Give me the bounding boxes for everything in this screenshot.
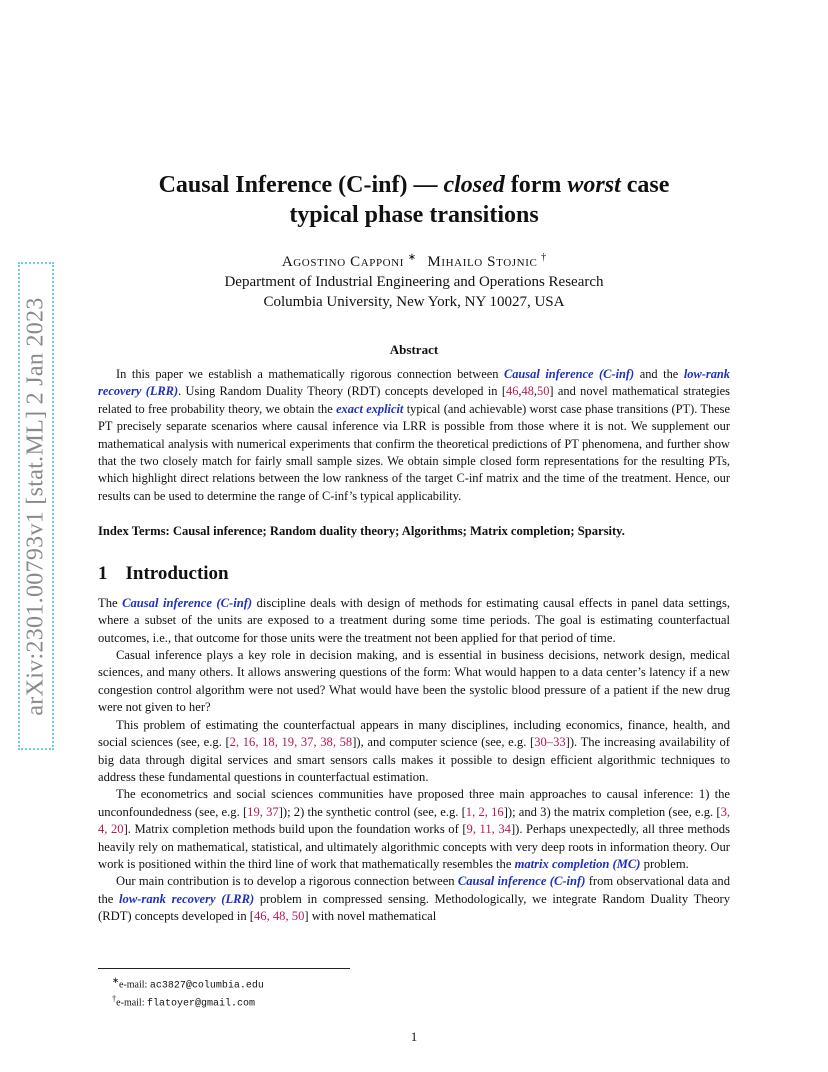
affiliation: Department of Industrial Engineering and Operations Research <box>224 274 604 290</box>
link-exact-explicit[interactable]: exact explicit <box>336 401 404 416</box>
author-2: Mihailo Stojnic <box>427 254 538 270</box>
citation-link[interactable]: 30–33 <box>534 735 566 750</box>
intro-paragraph-1: The Causal inference (C-inf) discipline deals with design of methods for estimating causal effects in panel data settings, where a subset of the units are exposed to a treatment during some time periods. The goal is estimating counterfactual outcomes, i.e., that outcome for those units were the treatment not been applied for that period of time. <box>98 595 730 645</box>
paper-title-line2: typical phase transitions <box>289 202 539 228</box>
link-matrix-completion[interactable]: matrix completion (MC) <box>514 856 641 871</box>
citation-link[interactable]: 50 <box>537 384 550 399</box>
link-low-rank-recovery[interactable]: low-rank recovery (LRR) <box>119 891 255 906</box>
intro-paragraph-5: Our main contribution is to develop a rigorous connection between Causal inference (C-inf) from observational data and the low-rank recovery (LRR) problem in compressed sensing. Methodologically, we integrate Random Duality Theory (RDT) concepts developed in [46, 48, 50] with novel mathematical <box>98 874 730 924</box>
abstract-text: In this paper we establish a mathematically rigorous connection between Causal inference (C-inf) and the low-rank recovery (LRR). Using Random Duality Theory (RDT) concepts developed in [46,48,50] and novel mathematical strategies related to free probability theory, we obtain the exact explicit typical (and achievable) worst case phase transitions (PT). These PT precisely separate scenarios where causal inference via LRR is possible from those where it is not. We supplement our mathematical analysis with numerical experiments that confirm the theoretical predictions of PT phenomena, and further show that the two closely match for fairly small sample sizes. We obtain simple closed form representations for the resulting PTs, which highlight direct relations between the low rankness of the target C-inf matrix and the time of the treatment. Hence, our results can be used to determine the range of C-inf’s typical applicability. <box>98 367 730 503</box>
address: Columbia University, New York, NY 10027, USA <box>263 294 565 310</box>
email-link-2[interactable]: flatoyer@gmail.com <box>147 998 256 1010</box>
footnotes <box>112 974 264 1011</box>
section-heading <box>98 563 730 585</box>
intro-paragraph-3: This problem of estimating the counterfactual appears in many disciplines, including economics, finance, health, and social sciences (see, e.g. [2, 16, 18, 19, 37, 38, 58]), and computer science (see, e.g. [30–33]). The increasing availability of big data through digital services and smart sensors calls makes it possible to design efficient algorithmic techniques to address these fundamental questions in counterfactual estimation. <box>98 717 730 784</box>
link-causal-inference[interactable]: Causal inference (C-inf) <box>503 367 635 381</box>
intro-paragraph-4: The econometrics and social sciences communities have proposed three main approaches to causal inference: 1) the unconfoundedness (see, e.g. [19, 37]); 2) the synthetic control (see, e.g. [1, 2, 16]); and 3) the matrix completion (see, e.g. [3, 4, 20]. Matrix completion methods build upon the foundation works of [9, 11, 34]). Perhaps unexpectedly, all three methods heavily rely on mathematical, statistical, and ultimately algorithmic concepts with very deep roots in information theory. Our work is positioned within the third line of work that mathematically resembles the matrix completion (MC) problem. <box>98 787 731 871</box>
citation-link[interactable]: 46, 48, 50 <box>253 909 305 924</box>
citation-link[interactable]: 46 <box>506 384 519 399</box>
author-1-mark: ∗ <box>407 252 417 263</box>
citation-link[interactable]: 9, 11, 34 <box>466 822 511 837</box>
author-1: Agostino Capponi <box>281 254 405 270</box>
page-number: 1 <box>410 1030 418 1044</box>
footnote-divider <box>98 968 350 969</box>
footnote-1: ∗e-mail: ac3827@columbia.edu <box>112 976 264 992</box>
arxiv-identifier <box>18 262 54 750</box>
email-link-1[interactable]: ac3827@columbia.edu <box>149 980 264 992</box>
citation-link[interactable]: 3, 4, 20 <box>98 804 731 837</box>
author-block <box>98 248 730 312</box>
section-number: 1 <box>98 562 108 584</box>
footnote-2: †e-mail: flatoyer@gmail.com <box>112 994 256 1010</box>
citation-link[interactable]: 19, 37 <box>247 804 279 819</box>
link-causal-inference[interactable]: Causal inference (C-inf) <box>457 874 586 889</box>
paper-title: Causal Inference (C-inf) — closed form worst case typical phase transitions <box>158 172 670 228</box>
paper-page <box>98 170 730 926</box>
link-low-rank-recovery[interactable]: low-rank recovery (LRR) <box>98 367 730 399</box>
index-terms: Index Terms: Causal inference; Random duality theory; Algorithms; Matrix completion; Sparsity. <box>98 524 625 539</box>
citation-link[interactable]: 2, 16, 18, 19, 37, 38, 58 <box>229 735 353 750</box>
author-2-mark: † <box>541 252 547 263</box>
section-title: Introduction <box>125 562 229 584</box>
intro-paragraph-2: Casual inference plays a key role in decision making, and is essential in business decisions, network design, medical sciences, and many others. It allows answering questions of the form: What would happen to a data center’s latency if a new congestion control algorithm were not used? What would have been the systolic blood pressure of a patient if the new drug were not given to her? <box>98 648 730 715</box>
citation-link[interactable]: 1, 2, 16 <box>465 804 504 819</box>
author-names <box>98 248 730 272</box>
arxiv-identifier-text: arXiv:2301.00793v1 [stat.ML] 2 Jan 2023 <box>22 296 49 716</box>
link-causal-inference[interactable]: Causal inference (C-inf) <box>122 595 253 610</box>
citation-link[interactable]: 48 <box>521 384 534 399</box>
abstract-heading: Abstract <box>389 342 439 357</box>
